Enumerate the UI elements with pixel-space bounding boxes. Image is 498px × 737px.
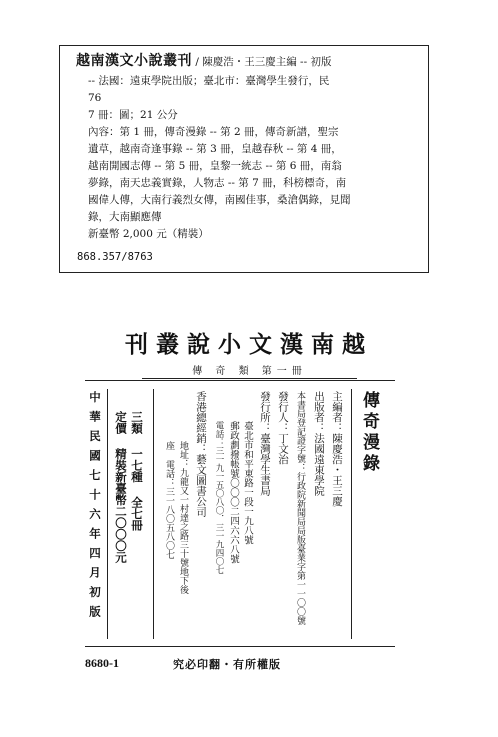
hk-phone: 座 電話：三一八〇五八〇七: [164, 441, 174, 559]
category: 三類 一七種 全七冊: [130, 411, 144, 531]
price: 定價 精裝新臺幣二〇〇〇元: [114, 411, 128, 563]
phone: 電話：三一九一五〇八〇．三一九四〇七: [214, 421, 224, 574]
card-line: 夢錄，南天忠義實錄，人物志 -- 第 7 冊，科榜標奇，南: [88, 177, 347, 189]
card-line: -- 法國：遠東學院出版；臺北市：臺灣學生發行，民: [88, 75, 330, 87]
registration-number: 本書局登記證字號：行政院新聞局局版臺業字第一一〇〇號: [295, 391, 305, 625]
hk-distributor: 香港總經銷：藝文圖書公司: [195, 391, 207, 517]
card-heading: [76, 55, 332, 69]
card-line: 7 冊：圖；21 公分: [88, 109, 178, 121]
card-line: 76: [88, 92, 102, 104]
publication-date: 中華民國七十六年四月初版: [88, 391, 102, 625]
card-line: 國偉人傳，大南行義烈女傳，南國佳事，桑滄偶錄，見聞: [88, 194, 351, 206]
responsibility-statement: / 陳慶浩・王三慶主編 -- 初版: [195, 56, 332, 68]
editors: 主編者：陳慶浩・王三慶: [331, 391, 343, 507]
card-line: 越南開國志傳 -- 第 5 冊，皇黎一統志 -- 第 6 冊，南翁: [88, 160, 342, 172]
divider: [153, 389, 154, 639]
issuer: 發行人：丁文治: [277, 391, 289, 465]
call-number: 868.357/8763: [77, 251, 153, 263]
divider: [107, 389, 108, 639]
volume-subtitle: 傳 奇 類 第一冊: [192, 366, 307, 377]
divider: [142, 378, 357, 379]
postal-account: 郵政劃撥帳號〇〇〇二四六六八號: [228, 421, 239, 564]
hk-address: 地址：九龍又一村達之路三十號地下後: [178, 441, 188, 594]
publisher: 出版者：法國遠東學院: [313, 391, 325, 496]
catalog-card: [59, 45, 429, 273]
book-title: 傳奇漫錄: [359, 391, 379, 475]
divider: [351, 389, 352, 639]
card-line: 錄，大南顯應傳: [88, 211, 162, 223]
distributor: 發行所：臺灣學生書局: [259, 391, 271, 496]
address: 臺北市和平東路一段一九八號: [242, 421, 253, 545]
card-line: 遺草，越南奇逢事錄 -- 第 3 冊，皇越春秋 -- 第 4 冊，: [88, 143, 342, 155]
rights-notice: 究必印翻・有所權版: [173, 658, 281, 671]
series-banner-title: 刊叢說小文漢南越: [125, 331, 373, 358]
card-line: 內容：第 1 冊，傳奇漫錄 -- 第 2 冊，傳奇新譜，聖宗: [88, 126, 339, 138]
series-title: 越南漢文小說叢刊: [76, 53, 192, 69]
card-line: 新臺幣 2,000 元（精裝）: [88, 228, 209, 240]
colophon: [85, 380, 395, 647]
book-code: 8680-1: [85, 656, 119, 670]
